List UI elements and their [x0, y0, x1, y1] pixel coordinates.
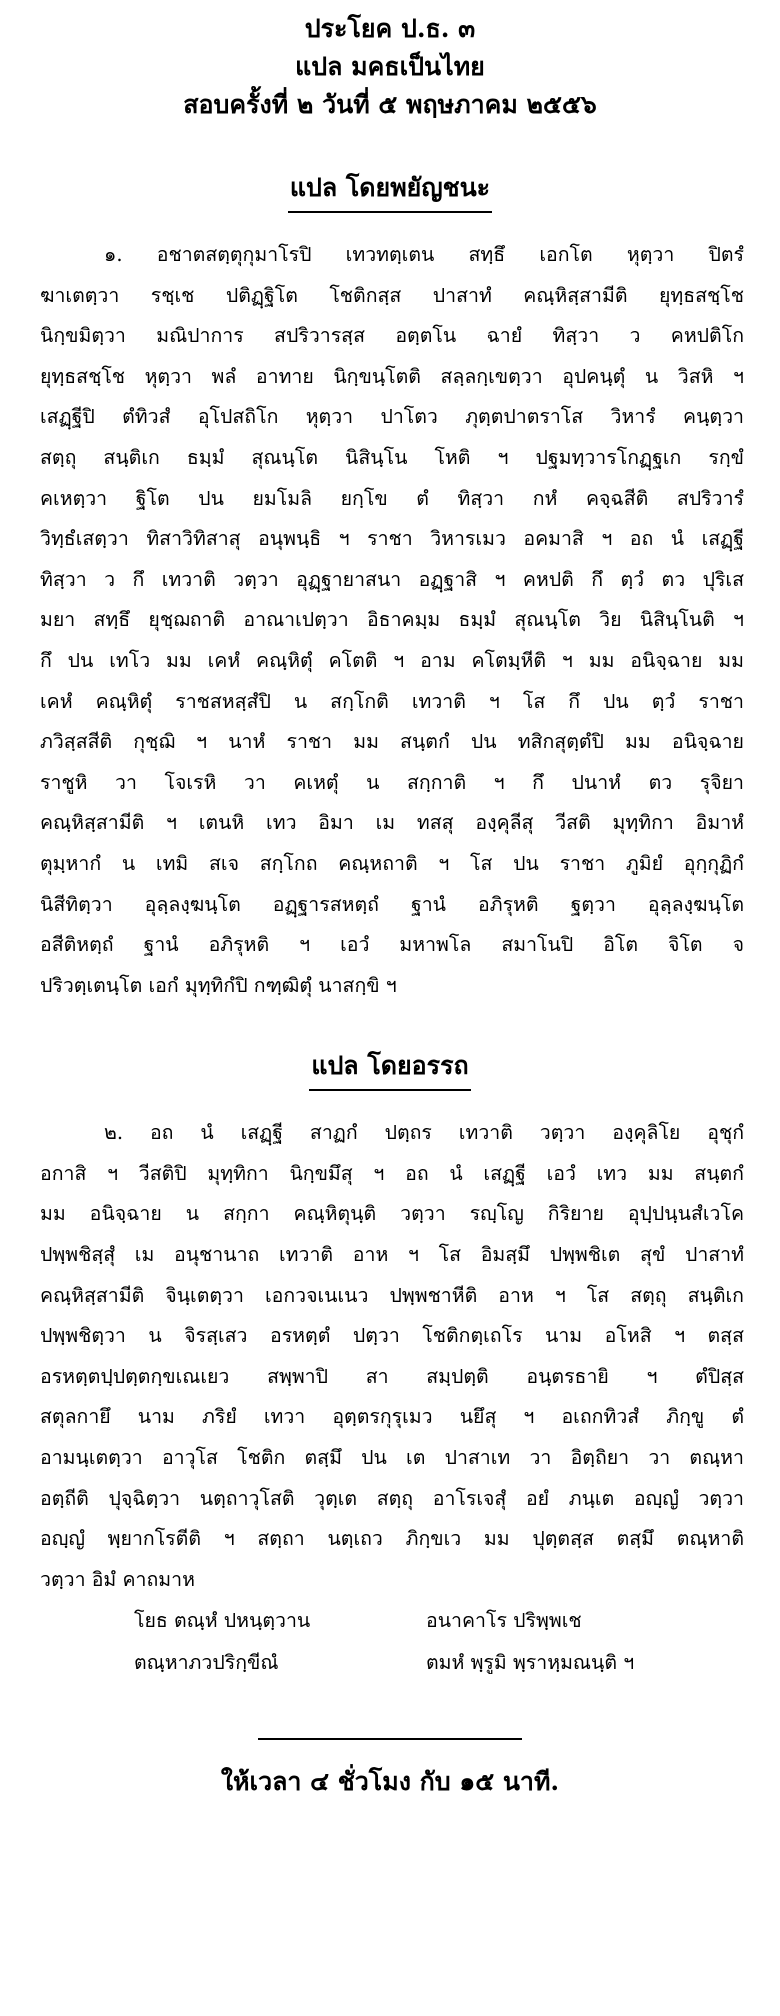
passage-line: ราชูหิ วา โจเรหิ วา คเหตุํ น สกฺกาติ ฯ กึ ปนาหํ ตว รุจิยา — [40, 770, 744, 794]
passage-line: เสฏฺฐีปิ ตํทิวสํ อุโปสถิโก หุตฺวา ปาโตว ภุตฺตปาตราโส วิหารํ คนฺตฺวา — [40, 405, 744, 429]
passage-line: ปพฺพชิตฺวา น จิรสฺเสว อรหตฺตํ ปตฺวา โชติกตฺเถโร นาม อโหสิ ฯ ตสฺส — [40, 1324, 744, 1348]
passage-line: เคหํ คณฺหิตุํ ราชสหสฺสํปิ น สกฺโกติ เทวาติ ฯ โส กึ ปน ตฺวํ ราชา — [40, 689, 744, 713]
passage-line: ฆาเตตฺวา รชฺเช ปติฏฺฐิโต โชติกสฺส ปาสาทํ คณฺหิสฺสามีติ ยุทฺธสชฺโช — [40, 283, 744, 307]
passage-line: มยา สทฺธึ ยุชฺฌถาติ อาณาเปตฺวา อิธาคมฺม ธมฺมํ สุณนฺโต วิย นิสินฺโนติ ฯ — [40, 608, 744, 632]
time-allowed: ให้เวลา ๔ ชั่วโมง กับ ๑๕ นาที. — [220, 1767, 560, 1797]
verse-block — [0, 1600, 780, 1684]
section-2-title-text: แปล โดยอรรถ — [309, 1046, 470, 1091]
passage-line: อตฺถีติ ปุจฺฉิตฺวา นตฺถาวุโสติ วุตฺเต สตฺถุ อาโรเจสุํ อยํ ภนฺเต อญฺญํ วตฺวา — [40, 1486, 744, 1510]
exam-date-heading: สอบครั้งที่ ๒ วันที่ ๕ พฤษภาคม ๒๕๕๖ — [183, 90, 597, 119]
passage-line: อญฺญํ พฺยากโรตีติ ฯ สตฺถา นตฺเถว ภิกฺขเว มม ปุตฺตสฺส ตสฺมึ ตณฺหาติ — [40, 1527, 744, 1551]
passage-line: อามนฺเตตฺวา อาวุโส โชติก ตสฺมึ ปน เต ปาสาเท วา อิตฺถิยา วา ตณฺหา — [40, 1446, 744, 1470]
passage-line: ๑. อชาตสตฺตุกุมาโรปิ เทวทตฺเตน สทฺธึ เอกโต หุตฺวา ปิตรํ — [104, 243, 744, 266]
passage-line: ภวิสฺสสีติ กุชฺฌิ ฯ นาหํ ราชา มม สนฺตกํ ปน ทสิกสุตฺตํปิ มม อนิจฺฉาย — [40, 730, 744, 754]
passage-line: กึ ปน เทโว มม เคหํ คณฺหิตุํ คโตติ ฯ อาม คโตมฺหีติ ฯ มม อนิจฺฉาย มม — [40, 648, 744, 672]
passage-line: วตฺวา อิมํ คาถมาห — [40, 1567, 195, 1591]
section-1-title — [0, 168, 780, 213]
passage-line: คณฺหิสฺสามีติ จินฺเตตฺวา เอกวจเนเนว ปพฺพชาหีติ อาห ฯ โส สตฺถุ สนฺติเก — [40, 1283, 744, 1307]
verse-line — [134, 1600, 780, 1642]
passage-line: ยุทฺธสชฺโช หุตฺวา พลํ อาทาย นิกฺขนฺโตติ สลฺลกฺเขตฺวา อุปคนฺตุํ น วิสหิ ฯ — [40, 364, 744, 388]
passage-line: นิกฺขมิตฺวา มณิปาการ สปริวารสฺส อตฺตโน ฉายํ ทิสฺวา ว คหปติโก — [40, 324, 744, 348]
passage-line: ๒. อถ นํ เสฏฺฐี สาฏกํ ปตฺถร เทวาติ วตฺวา องฺคุลิโย อุชุกํ — [104, 1121, 744, 1145]
passage-line: สตุลกายึ นาม ภริยํ เทวา อุตฺตรกุรุเมว นยึสุ ฯ อเถกทิวสํ ภิกฺขู ตํ — [40, 1405, 744, 1429]
section-1-title-text: แปล โดยพยัญชนะ — [288, 168, 492, 213]
verse-hemistich: ตณฺหาภวปริกฺขีณํ — [134, 1651, 279, 1675]
exam-subject-heading: แปล มคธเป็นไทย — [295, 52, 485, 81]
passage-line: อรหตฺตปฺปตฺตกฺขเณเยว สพฺพาปิ สา สมฺปตฺติ อนฺตรธายิ ฯ ตํปิสฺส — [40, 1364, 744, 1388]
passage-line: อสีติหตฺถํ ฐานํ อภิรุหติ ฯ เอวํ มหาพโล สมาโนปิ อิโต จิโต จ — [40, 933, 744, 957]
passage-line: วิทฺธํเสตฺวา ทิสาวิทิสาสุ อนุพนฺธิ ฯ ราชา วิหารเมว อคมาสิ ฯ อถ นํ เสฏฺฐี — [40, 527, 744, 551]
passage-line: ปริวตฺเตนฺโต เอกํ มุทฺทิกํปิ กฑฺฒิตุํ นาสกฺขิ ฯ — [40, 973, 397, 997]
passage-line: ทิสฺวา ว กึ เทวาติ วตฺวา อุฏฺฐายาสนา อฏฺฐาสิ ฯ คหปติ กึ ตฺวํ ตว ปุริเส — [40, 567, 744, 591]
passage-line: มม อนิจฺฉาย น สกฺกา คณฺหิตุนฺติ วตฺวา รญฺโญ กิริยาย อุปฺปนฺนสํเวโค — [40, 1202, 744, 1226]
passage-line: ปพฺพชิสฺสุํ เม อนุชานาถ เทวาติ อาห ฯ โส อิมสฺมึ ปพฺพชิเต สุขํ ปาสาทํ — [40, 1243, 744, 1267]
passage-line: คเหตฺวา ฐิโต ปน ยมโมลิ ยกฺโข ตํ ทิสฺวา กหํ คจฺฉสีติ สปริวารํ — [40, 486, 744, 510]
section-2-title — [0, 1046, 780, 1091]
passage-line: นิสีทิตฺวา อุลฺลงฺฆนฺโต อฏฺฐารสหตฺถํ ฐานํ อภิรุหติ ฐตฺวา อุลฺลงฺฆนฺโต — [40, 892, 744, 916]
section-2-passage — [0, 1113, 780, 1600]
verse-hemistich: ตมหํ พฺรูมิ พฺราหฺมณนฺติ ฯ — [426, 1651, 635, 1675]
verse-hemistich: โยธ ตณฺหํ ปหนฺตฺวาน — [134, 1609, 311, 1633]
passage-line: สตฺถุ สนฺติเก ธมฺมํ สุณนฺโต นิสินฺโน โหติ ฯ ปฐมทฺวารโกฏฺฐเก รกฺขํ — [40, 445, 744, 469]
passage-line: คณฺหิสฺสามีติ ฯ เตนหิ เทว อิมา เม ทสสุ องฺคุลีสุ วีสติ มุทฺทิกา อิมาหํ — [40, 811, 744, 835]
verse-hemistich: อนาคาโร ปริพฺพเช — [426, 1609, 582, 1633]
passage-line: ตุมฺหากํ น เทมิ สเจ สกฺโกถ คณฺหถาติ ฯ โส ปน ราชา ภูมิยํ อุกฺกุฏิกํ — [40, 851, 744, 875]
passage-line: อกาสิ ฯ วีสติปิ มุทฺทิกา นิกฺขมึสุ ฯ อถ นํ เสฏฺฐี เอวํ เทว มม สนฺตกํ — [40, 1161, 744, 1185]
verse-line — [134, 1642, 780, 1684]
section-1-passage — [0, 235, 780, 1006]
exam-level-heading: ประโยค ป.ธ. ๓ — [304, 14, 476, 43]
